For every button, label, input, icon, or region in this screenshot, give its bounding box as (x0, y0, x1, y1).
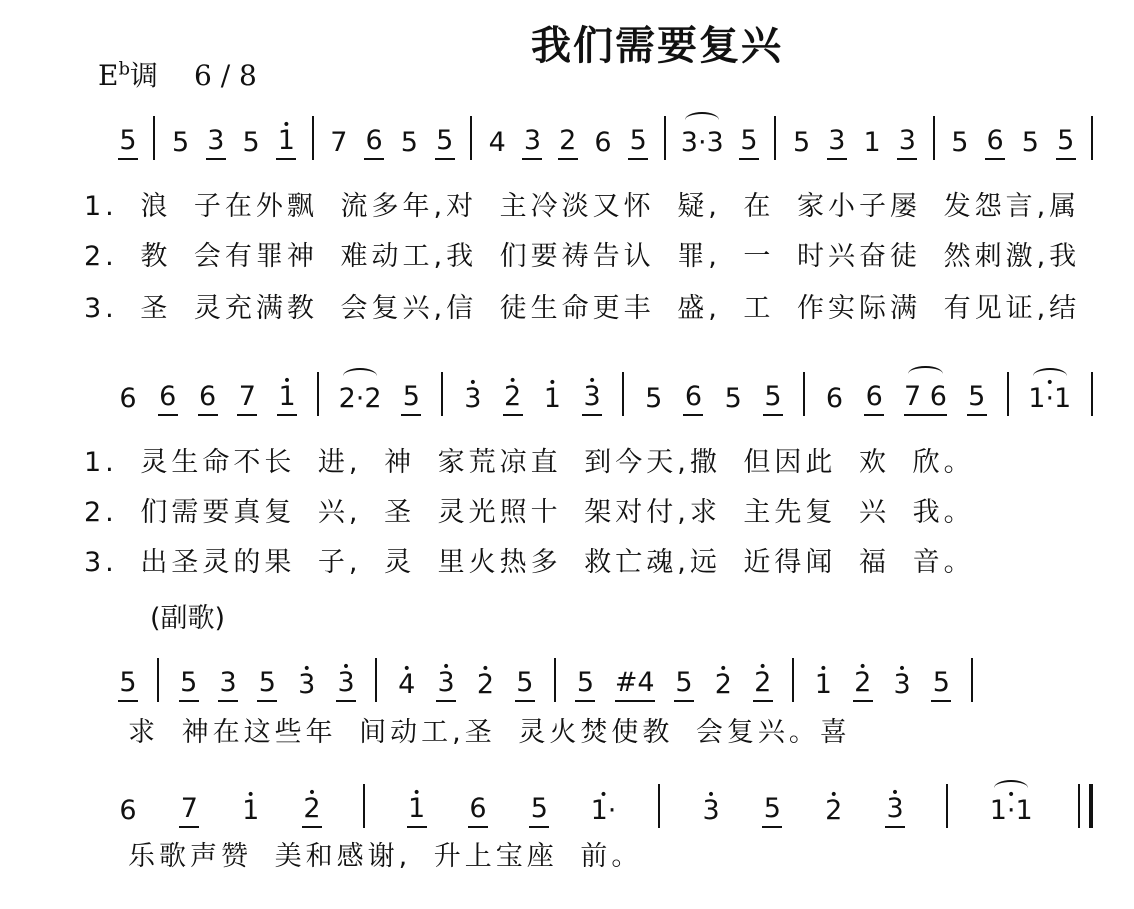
bar-line (1091, 372, 1093, 416)
note: 5 (792, 127, 811, 158)
note: 6 (198, 380, 218, 416)
time-signature: 6 / 8 (194, 59, 257, 92)
chorus-label: (副歌) (150, 603, 226, 634)
lyric-verse1-a: 1. 浪 子在外飘 流多年,对 主冷淡又怀 疑, 在 家小子屡 发怨言,属 (84, 191, 1081, 222)
note: • 3 (297, 668, 317, 702)
bar-line (470, 116, 472, 160)
flat-sign: b (118, 58, 130, 80)
note: • 2 (713, 668, 733, 702)
note: • 3 (582, 380, 602, 416)
lyric-verse3-b: 3. 出圣灵的果 子, 灵 里火热多 救亡魂,远 近得闻 福 音。 (84, 547, 975, 578)
note: 3 (522, 124, 542, 160)
note: • 3 (436, 666, 456, 702)
bar-line (1007, 372, 1009, 416)
note: 6 (985, 124, 1005, 160)
note: 7 (179, 792, 199, 828)
note: 2·2 (338, 383, 382, 414)
note: 5 (1056, 124, 1076, 160)
note: • 3 (701, 794, 721, 828)
note: • 2 (302, 792, 322, 828)
bar-line (441, 372, 443, 416)
lyric-verse3-a: 3. 圣 灵充满教 会复兴,信 徒生命更丰 盛, 工 作实际满 有见证,结 (84, 293, 1081, 324)
note: • 1 (276, 124, 296, 160)
note: 5 (951, 127, 969, 158)
note: 3·3 (680, 127, 724, 158)
bar-line (792, 658, 794, 702)
note: 3 (827, 124, 847, 160)
bar-line (375, 658, 377, 702)
note: • 1 (813, 668, 833, 702)
note: 5 (515, 666, 535, 702)
note: 6 (119, 795, 137, 826)
note: • 3 (463, 382, 483, 416)
final-bar-line (1078, 784, 1093, 828)
song-title: 我们需要复兴 (531, 23, 783, 69)
note: 5 (400, 127, 418, 158)
bar-line (658, 784, 660, 828)
bar-line (317, 372, 319, 416)
note: 5 (118, 666, 138, 702)
bar-line (971, 658, 973, 702)
note: • 3 (885, 792, 905, 828)
note: • 2 (475, 668, 495, 702)
note: 5 (257, 666, 277, 702)
bar-line (312, 116, 314, 160)
note: 5 (763, 380, 783, 416)
note: 6 (825, 383, 844, 414)
score-line-4 (118, 768, 1093, 828)
note: 5 (645, 383, 663, 414)
score-line-2 (118, 356, 1093, 416)
note: 5 (724, 383, 742, 414)
bar-line (363, 784, 365, 828)
lyric-verse1-b: 1. 灵生命不长 进, 神 家荒凉直 到今天,撒 但因此 欢 欣。 (84, 447, 975, 478)
note: #4 (615, 666, 655, 702)
note: • 2 (824, 794, 844, 828)
key-letter: E (98, 59, 119, 92)
note: 5 (575, 666, 595, 702)
note: • 2 (853, 666, 873, 702)
note: 6 (864, 380, 884, 416)
note: • 1· (591, 794, 617, 828)
lyric-verse2-b: 2. 们需要真复 兴, 圣 灵光照十 架对付,求 主先复 兴 我。 (84, 497, 975, 528)
score-line-3 (118, 642, 973, 702)
note: 3 (206, 124, 226, 160)
note: 5 (435, 124, 455, 160)
note: 5 (931, 666, 951, 702)
note: 5 (739, 124, 759, 160)
note: • 1·1 (990, 794, 1033, 828)
note: 6 (158, 380, 178, 416)
note: 5 (118, 124, 138, 160)
note: • 1 (241, 794, 261, 828)
bar-line (157, 658, 159, 702)
bar-line (1091, 116, 1093, 160)
bar-line (622, 372, 624, 416)
bar-line (664, 116, 666, 160)
note: 7 6 (904, 380, 947, 416)
note: 5 (628, 124, 648, 160)
lyric-verse2-a: 2. 教 会有罪神 难动工,我 们要祷告认 罪, 一 时兴奋徒 然刺激,我 (84, 241, 1081, 272)
key-signature (98, 54, 257, 94)
note: 6 (594, 127, 612, 158)
note: 5 (1021, 127, 1039, 158)
note: • 1 (407, 792, 427, 828)
note: 5 (401, 380, 421, 416)
note: • 4 (397, 668, 417, 702)
note: 5 (171, 127, 190, 158)
lyric-chorus-a: 求 神在这些年 间动工,圣 灵火焚使教 会复兴。喜 (128, 717, 851, 748)
note: 7 (237, 380, 257, 416)
note: • 1 (277, 380, 297, 416)
note: 2 (558, 124, 578, 160)
note: 3 (218, 666, 238, 702)
score-line-1 (118, 100, 1093, 160)
bar-line (774, 116, 776, 160)
note: • 3 (336, 666, 356, 702)
note: • 1 (542, 382, 562, 416)
note: 5 (529, 792, 549, 828)
note: 6 (364, 124, 384, 160)
note: 5 (242, 127, 260, 158)
note: 5 (674, 666, 694, 702)
key-word: 调 (129, 59, 158, 92)
note: • 2 (503, 380, 523, 416)
note: 6 (683, 380, 703, 416)
note: 6 (119, 383, 137, 414)
note: 5 (762, 792, 782, 828)
note: 6 (468, 792, 488, 828)
note: 1 (863, 127, 881, 158)
note: 7 (330, 127, 348, 158)
note: • 3 (892, 668, 912, 702)
note: • 1·1 (1028, 382, 1071, 416)
note: 3 (897, 124, 917, 160)
bar-line (153, 116, 155, 160)
note: • 2 (753, 666, 773, 702)
note: 4 (488, 127, 506, 158)
bar-line (803, 372, 805, 416)
bar-line (554, 658, 556, 702)
lyric-chorus-b: 乐歌声赞 美和感谢, 升上宝座 前。 (128, 841, 643, 872)
note: 5 (179, 666, 199, 702)
bar-line (933, 116, 935, 160)
bar-line (946, 784, 948, 828)
note: 5 (967, 380, 987, 416)
